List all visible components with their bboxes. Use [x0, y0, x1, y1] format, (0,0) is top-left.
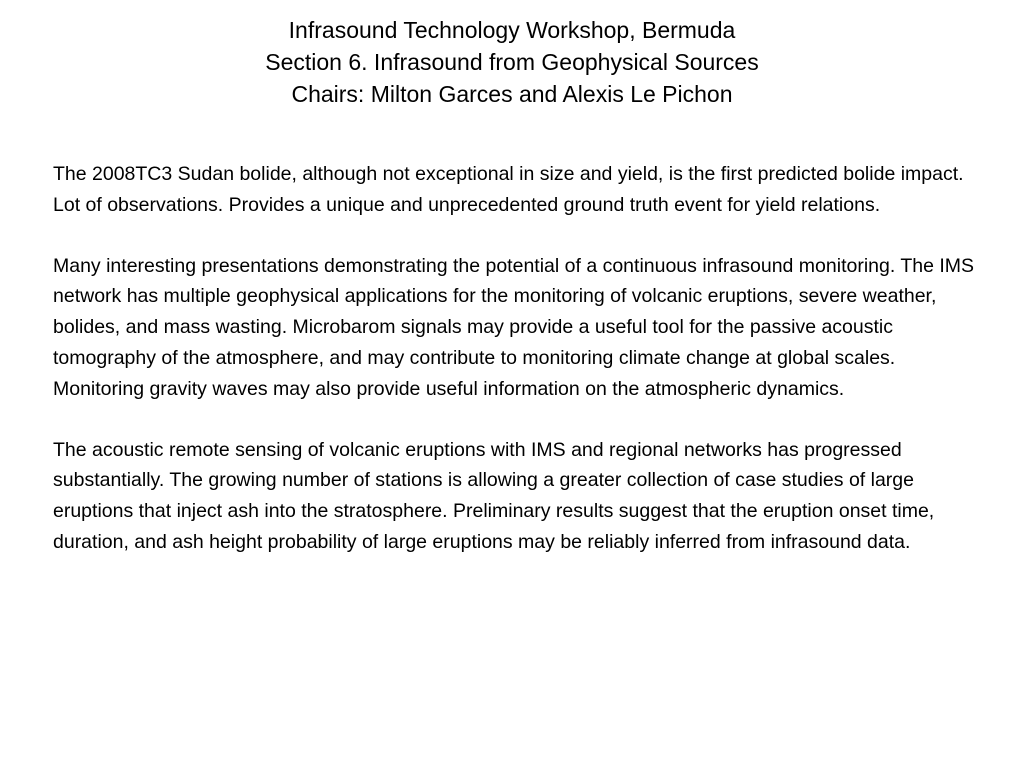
- title-line-chairs: Chairs: Milton Garces and Alexis Le Pichon: [291, 81, 733, 107]
- paragraph-monitoring: Many interesting presentations demonstrating the potential of a continuous infrasound monitoring. The IMS network has multiple geophysical applications for the monitoring of volcanic eruptions, severe weather, bolides, and mass wasting. Microbarom signals may provide a useful tool for the passive acoustic tomography of the atmosphere, and may contribute to monitoring climate change at global scales. Monitoring gravity waves may also provide useful information on the atmospheric dynamics.: [53, 254, 975, 400]
- paragraph-volcanic: The acoustic remote sensing of volcanic eruptions with IMS and regional networks has progressed substantially. The growing number of stations is allowing a greater collection of case studies of large eruptions that inject ash into the stratosphere. Preliminary results suggest that the eruption onset time, duration, and ash height probability of large eruptions may be reliably inferred from infrasound data.: [53, 438, 935, 553]
- title-line-workshop: Infrasound Technology Workshop, Bermuda: [288, 17, 736, 43]
- slide-title: [0, 14, 1024, 110]
- slide-body: [53, 159, 983, 588]
- paragraph-bolide: The 2008TC3 Sudan bolide, although not exceptional in size and yield, is the first predicted bolide impact. Lot of observations. Provides a unique and unprecedented ground truth event for yield relations.: [53, 163, 964, 216]
- title-line-section: Section 6. Infrasound from Geophysical Sources: [265, 49, 759, 75]
